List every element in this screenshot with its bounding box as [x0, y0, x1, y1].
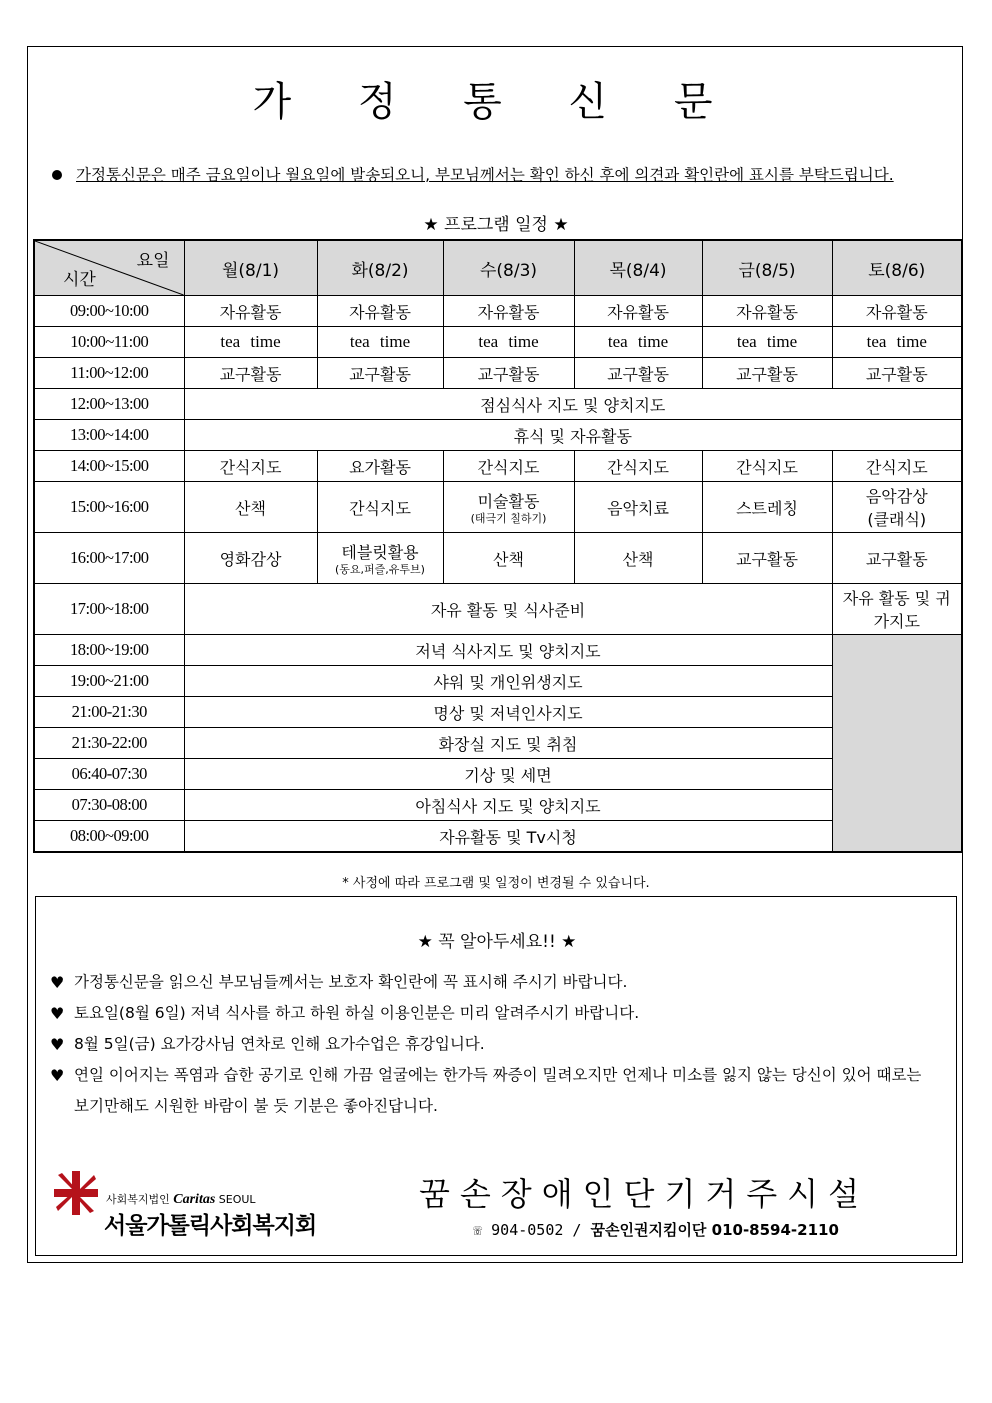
caritas-logo	[52, 1165, 352, 1239]
activity-cell	[832, 482, 962, 533]
activity-cell: 자유활동	[443, 296, 574, 327]
notice-text: 가정통신문은 매주 금요일이나 월요일에 발송되오니, 부모님께서는 확인 하신 후에 의견과 확인란에 표시를 부탁드립니다.	[76, 166, 894, 184]
time-cell: 14:00~15:00	[34, 451, 184, 482]
time-cell: 16:00~17:00	[34, 533, 184, 584]
day-header: 화(8/2)	[317, 240, 443, 296]
saturday-cell: 자유 활동 및 귀가지도	[832, 584, 962, 635]
activity-cell: 산책	[574, 533, 702, 584]
table-row	[34, 296, 962, 327]
activity-cell: 교구활동	[443, 358, 574, 389]
list-item-text: 연일 이어지는 폭염과 습한 공기로 인해 가끔 얼굴에는 한가득 짜증이 밀려오지만 언제나 미소를 잃지 않는 당신이 있어 때로는 보기만해도 시원한 바람이 불 듯 기분은 좋아진답니다.	[74, 1066, 922, 1115]
activity-sublabel: (태극기 칠하기)	[470, 512, 547, 525]
day-header: 수(8/3)	[443, 240, 574, 296]
team-contact: 꿈손인권지킴이단 010-8594-2110	[590, 1221, 839, 1239]
activity-cell: 간식지도	[832, 451, 962, 482]
activity-cell: 요가활동	[317, 451, 443, 482]
activity-span-cell: 휴식 및 자유활동	[184, 420, 962, 451]
activity-cell: tea time	[443, 327, 574, 358]
activity-cell: 교구활동	[702, 358, 832, 389]
table-row	[34, 358, 962, 389]
table-row	[34, 482, 962, 533]
list-item	[50, 998, 936, 1029]
heart-icon: ♥	[50, 973, 65, 992]
activity-cell: 교구활동	[832, 358, 962, 389]
activity-cell: 간식지도	[702, 451, 832, 482]
activity-cell: 자유활동	[317, 296, 443, 327]
table-row	[34, 728, 962, 759]
activity-cell: 간식지도	[317, 482, 443, 533]
activity-cell	[443, 482, 574, 533]
activity-cell: 교구활동	[702, 533, 832, 584]
schedule-table	[33, 239, 963, 853]
page-title: 가 정 통 신 문	[252, 79, 740, 125]
org-city: SEOUL	[218, 1193, 256, 1206]
activity-cell: 간식지도	[574, 451, 702, 482]
activity-cell: 자유활동	[702, 296, 832, 327]
corner-day-label: 요일	[136, 251, 170, 271]
table-row	[34, 533, 962, 584]
list-item-text: 토요일(8월 6일) 저녁 식사를 하고 하원 하실 이용인분은 미리 알려주시기 바랍니다.	[74, 1004, 640, 1022]
activity-cell: tea time	[317, 327, 443, 358]
day-header: 목(8/4)	[574, 240, 702, 296]
facility-name: 꿈손장애인단기거주시설	[418, 1175, 870, 1213]
heart-icon: ♥	[50, 1004, 65, 1023]
list-item	[50, 1060, 936, 1122]
time-cell: 15:00~16:00	[34, 482, 184, 533]
table-header-row	[34, 240, 962, 296]
table-row	[34, 697, 962, 728]
activity-cell: 자유활동	[832, 296, 962, 327]
notice-list	[50, 967, 936, 1122]
time-cell: 17:00~18:00	[34, 584, 184, 635]
activity-cell: 교구활동	[317, 358, 443, 389]
org-prefix: 사회복지법인 Caritas SEOUL	[106, 1192, 256, 1207]
activity-cell: 음악치료	[574, 482, 702, 533]
activity-cell: 교구활동	[184, 358, 317, 389]
time-cell: 11:00~12:00	[34, 358, 184, 389]
activity-cell: 간식지도	[184, 451, 317, 482]
time-cell: 21:00-21:30	[34, 697, 184, 728]
table-row	[34, 327, 962, 358]
table-row	[34, 666, 962, 697]
activity-cell: tea time	[832, 327, 962, 358]
time-cell: 18:00~19:00	[34, 635, 184, 666]
activity-cell: 산책	[443, 533, 574, 584]
contact-info	[416, 1219, 896, 1240]
time-cell: 21:30-22:00	[34, 728, 184, 759]
heart-icon: ♥	[50, 1066, 65, 1085]
table-row	[34, 584, 962, 635]
caritas-cross-icon	[52, 1169, 100, 1217]
activity-cell: tea time	[574, 327, 702, 358]
list-item	[50, 1029, 936, 1060]
activity-span-cell: 기상 및 세면	[184, 759, 832, 790]
heart-icon: ♥	[50, 1035, 65, 1054]
activity-span-cell: 점심식사 지도 및 양치지도	[184, 389, 962, 420]
time-cell: 10:00~11:00	[34, 327, 184, 358]
activity-label: 미술활동	[477, 492, 540, 511]
list-item-text: 가정통신문을 읽으신 부모님들께서는 보호자 확인란에 꼭 표시해 주시기 바랍니다.	[74, 973, 628, 991]
time-cell: 19:00~21:00	[34, 666, 184, 697]
activity-span-cell: 자유 활동 및 식사준비	[184, 584, 832, 635]
activity-cell: 자유활동	[184, 296, 317, 327]
bullet-icon	[52, 170, 62, 180]
time-cell: 12:00~13:00	[34, 389, 184, 420]
activity-span-cell: 저녁 식사지도 및 양치지도	[184, 635, 832, 666]
table-row	[34, 790, 962, 821]
list-item-text: 8월 5일(금) 요가강사님 연차로 인해 요가수업은 휴강입니다.	[74, 1035, 485, 1053]
activity-cell: 자유활동	[574, 296, 702, 327]
activity-label: 테블릿활용	[341, 543, 419, 562]
activity-sublabel: (동요,퍼즐,유투브)	[335, 563, 425, 576]
time-cell: 06:40-07:30	[34, 759, 184, 790]
notice	[52, 165, 932, 186]
activity-span-cell: 샤워 및 개인위생지도	[184, 666, 832, 697]
table-row	[34, 420, 962, 451]
activity-cell: tea time	[702, 327, 832, 358]
schedule-footnote: * 사정에 따라 프로그램 및 일정이 변경될 수 있습니다.	[342, 876, 650, 891]
phone-number: ☏ 904-0502 /	[473, 1221, 582, 1239]
program-title: ★ 프로그램 일정 ★	[423, 215, 569, 235]
activity-cell: 스트레칭	[702, 482, 832, 533]
table-corner	[34, 240, 184, 296]
corner-time-label: 시간	[63, 270, 96, 290]
day-header: 금(8/5)	[702, 240, 832, 296]
activity-cell: 영화감상	[184, 533, 317, 584]
day-header: 토(8/6)	[832, 240, 962, 296]
notice-box	[35, 896, 957, 1256]
time-cell: 07:30-08:00	[34, 790, 184, 821]
day-header: 월(8/1)	[184, 240, 317, 296]
activity-cell	[317, 533, 443, 584]
activity-sublabel: (클래식)	[867, 510, 927, 529]
activity-span-cell: 명상 및 저녁인사지도	[184, 697, 832, 728]
activity-cell: 산책	[184, 482, 317, 533]
time-cell: 08:00~09:00	[34, 821, 184, 853]
activity-label: 음악감상	[865, 487, 928, 506]
org-name: 서울가톨릭사회복지회	[104, 1213, 317, 1239]
table-row	[34, 635, 962, 666]
table-row	[34, 389, 962, 420]
time-cell: 13:00~14:00	[34, 420, 184, 451]
saturday-shaded-cell	[832, 635, 962, 853]
activity-cell: 교구활동	[574, 358, 702, 389]
time-cell: 09:00~10:00	[34, 296, 184, 327]
activity-cell: tea time	[184, 327, 317, 358]
table-row	[34, 451, 962, 482]
list-item	[50, 967, 936, 998]
table-row	[34, 759, 962, 790]
org-brand: Caritas	[173, 1192, 216, 1207]
notice-box-title: ★ 꼭 알아두세요!! ★	[417, 932, 577, 952]
activity-cell: 간식지도	[443, 451, 574, 482]
activity-cell: 교구활동	[832, 533, 962, 584]
activity-span-cell: 자유활동 및 Tv시청	[184, 821, 832, 853]
table-row	[34, 821, 962, 853]
activity-span-cell: 아침식사 지도 및 양치지도	[184, 790, 832, 821]
activity-span-cell: 화장실 지도 및 취침	[184, 728, 832, 759]
